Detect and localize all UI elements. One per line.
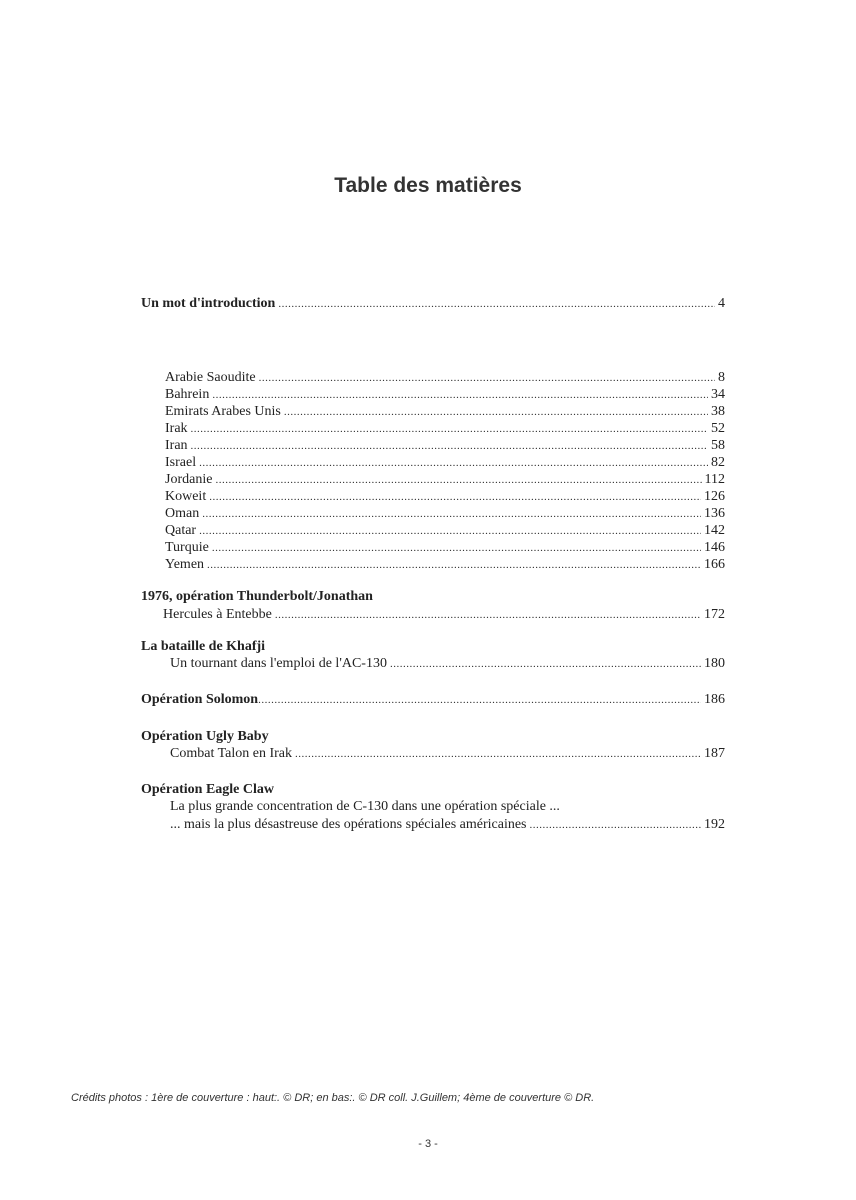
toc-entry-country[interactable]	[165, 437, 725, 455]
toc-entry-page: 82	[711, 455, 725, 470]
toc-entry-country[interactable]	[165, 539, 725, 557]
toc-entry-label: Emirats Arabes Unis	[165, 404, 281, 419]
toc-entry-eagle-claw[interactable]	[170, 816, 725, 834]
dot-leader	[199, 455, 708, 472]
toc-entry-label: Koweit	[165, 489, 207, 504]
toc-entry-label: Yemen	[165, 557, 205, 572]
dot-leader	[207, 557, 701, 574]
toc-entry-country[interactable]	[165, 386, 725, 404]
toc-entry-page: 180	[704, 656, 725, 671]
dot-leader	[390, 656, 701, 673]
toc-entry-page: 192	[704, 817, 725, 832]
dot-leader	[259, 370, 715, 387]
toc-entry-country[interactable]	[165, 471, 725, 489]
toc-entry-label: Turquie	[165, 540, 209, 555]
toc-entry-country[interactable]	[165, 556, 725, 574]
dot-leader	[258, 692, 701, 709]
toc-entry-label: Arabie Saoudite	[165, 370, 256, 385]
toc-entry-page: 34	[711, 387, 725, 402]
toc-entry-label: Jordanie	[165, 472, 213, 487]
toc-entry-page: 126	[704, 489, 725, 504]
photo-credits: Crédits photos : 1ère de couverture : haut:. © DR; en bas:. © DR coll. J.Guillem; 4ème de couverture © DR.	[71, 1092, 595, 1104]
toc-entry-country[interactable]	[165, 488, 725, 506]
toc-entry-country[interactable]	[165, 420, 725, 438]
toc-entry-page: 142	[704, 523, 725, 538]
dot-leader	[209, 489, 701, 506]
toc-entry-eagle-claw-line1: La plus grande concentration de C-130 dans une opération spéciale ...	[170, 799, 560, 814]
toc-entry-country[interactable]	[165, 522, 725, 540]
dot-leader	[191, 421, 708, 438]
toc-entry-label: Qatar	[165, 523, 197, 538]
toc-entry-page: 146	[704, 540, 725, 555]
dot-leader	[191, 438, 708, 455]
dot-leader	[212, 540, 701, 557]
section-heading-thunderbolt: 1976, opération Thunderbolt/Jonathan	[141, 589, 373, 604]
toc-entry-ugly-baby[interactable]	[170, 745, 725, 763]
toc-entry-label: Hercules à Entebbe	[163, 607, 272, 622]
toc-entry-country[interactable]	[165, 505, 725, 523]
toc-entry-label: Israel	[165, 455, 197, 470]
toc-entry-page: 172	[704, 607, 725, 622]
toc-entry-country[interactable]	[165, 403, 725, 421]
toc-entry-label: Iran	[165, 438, 188, 453]
toc-entry-intro[interactable]	[141, 295, 725, 313]
toc-entry-page: 112	[704, 472, 725, 487]
section-heading-ugly-baby: Opération Ugly Baby	[141, 729, 269, 744]
dot-leader	[215, 472, 701, 489]
dot-leader	[212, 387, 708, 404]
toc-entry-country[interactable]	[165, 454, 725, 472]
section-heading-eagle-claw: Opération Eagle Claw	[141, 782, 274, 797]
toc-entry-page: 4	[718, 296, 725, 311]
toc-entry-page: 136	[704, 506, 725, 521]
toc-entry-label: Opération Solomon	[141, 692, 259, 707]
toc-entry-label: Combat Talon en Irak	[170, 746, 293, 761]
toc-entry-thunderbolt[interactable]	[163, 606, 725, 624]
toc-entry-solomon[interactable]	[141, 691, 725, 709]
toc-entry-page: 58	[711, 438, 725, 453]
dot-leader	[278, 296, 715, 313]
toc-entry-label: Un tournant dans l'emploi de l'AC-130	[170, 656, 387, 671]
toc-entry-country[interactable]	[165, 369, 725, 387]
toc-entry-khafji[interactable]	[170, 655, 725, 673]
dot-leader	[295, 746, 701, 763]
toc-entry-label: Bahrein	[165, 387, 210, 402]
page-number: - 3 -	[418, 1138, 438, 1150]
toc-entry-page: 8	[718, 370, 725, 385]
toc-entry-page: 38	[711, 404, 725, 419]
dot-leader	[275, 607, 701, 624]
toc-entry-label: Oman	[165, 506, 200, 521]
toc-entry-label: ... mais la plus désastreuse des opérations spéciales américaines	[170, 817, 527, 832]
dot-leader	[530, 817, 702, 834]
dot-leader	[284, 404, 708, 421]
toc-entry-page: 187	[704, 746, 725, 761]
section-heading-khafji: La bataille de Khafji	[141, 639, 266, 654]
dot-leader	[199, 523, 701, 540]
toc-entry-page: 52	[711, 421, 725, 436]
dot-leader	[202, 506, 701, 523]
page-title: Table des matières	[334, 174, 522, 197]
toc-entry-label: Un mot d'introduction	[141, 296, 276, 311]
toc-entry-page: 186	[704, 692, 725, 707]
toc-entry-label: Irak	[165, 421, 188, 436]
toc-entry-page: 166	[704, 557, 725, 572]
